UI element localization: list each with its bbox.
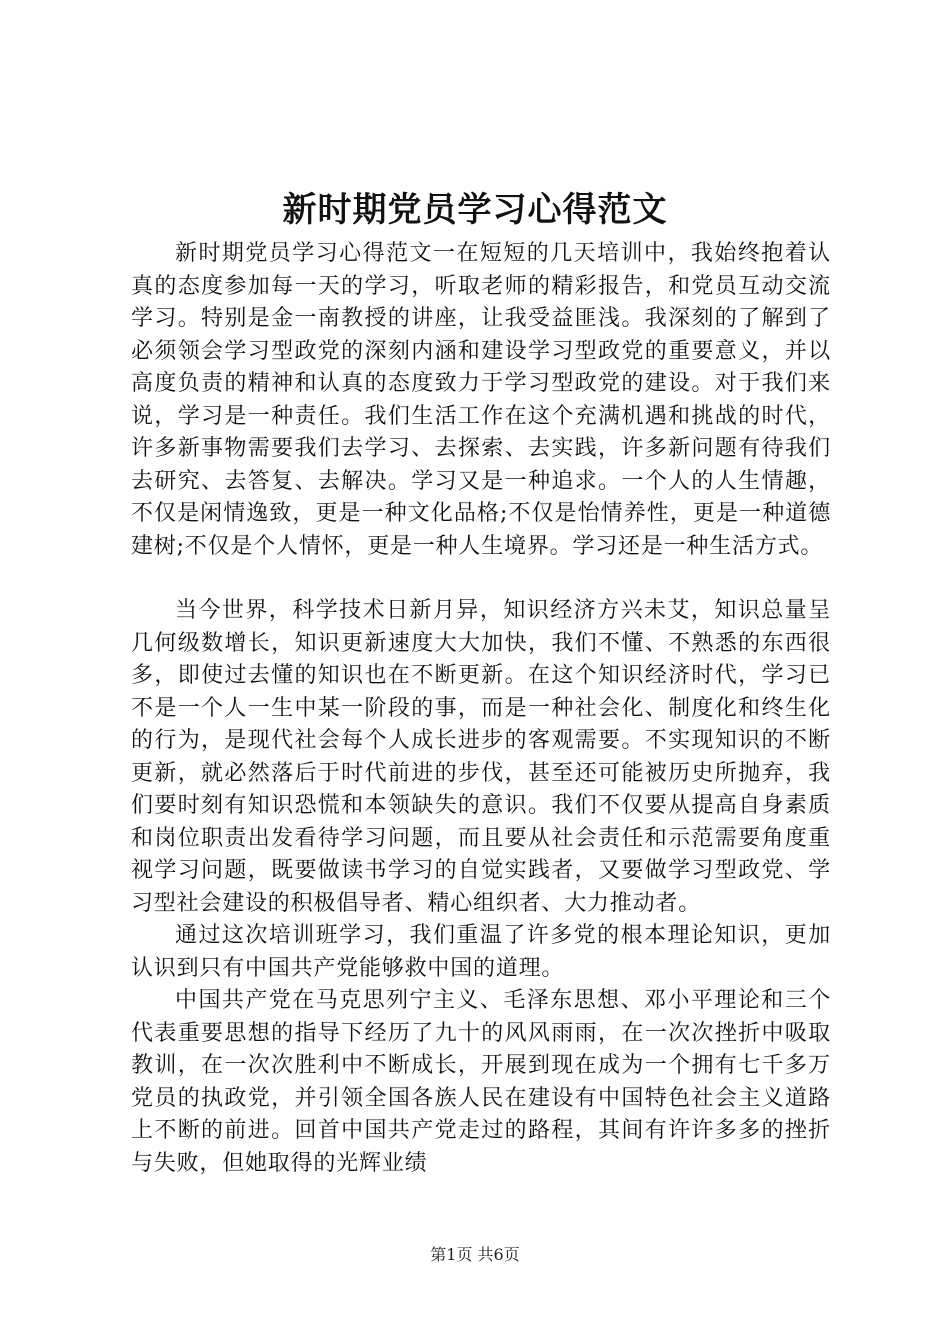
paragraph-1: 新时期党员学习心得范文一在短短的几天培训中，我始终抱着认真的态度参加每一天的学习，听取老师的精彩报告，和党员互动交流学习。特别是金一南教授的讲座，让我受益匪浅。我深刻的了解到了必须领会学习型政党的深刻内涵和建设学习型政党的重要意义，并以高度负责的精神和认真的态度致力于学习型政党的建设。对于我们来说，学习是一种责任。我们生活工作在这个充满机遇和挑战的时代，许多新事物需要我们去学习、去探索、去实践，许多新问题有待我们去研究、去答复、去解决。学习又是一种追求。一个人的人生情趣，不仅是闲情逸致，更是一种文化品格;不仅是怡情养性，更是一种道德建树;不仅是个人情怀，更是一种人生境界。学习还是一种生活方式。 [131,241,831,559]
document-title: 新时期党员学习心得范文 [282,190,668,230]
document-body [131,238,831,1180]
paragraph-spacer [131,563,831,595]
page-number-footer: 第1页 共6页 [430,1245,520,1264]
paragraph-4: 中国共产党在马克思列宁主义、毛泽东思想、邓小平理论和三个代表重要思想的指导下经历了九十的风风雨雨，在一次次挫折中吸取教训，在一次次胜利中不断成长，开展到现在成为一个拥有七千多万党员的执政党，并引领全国各族人民在建设有中国特色社会主义道路上不断的前进。回首中国共产党走过的路程，其间有许许多多的挫折与失败，但她取得的光辉业绩 [131,988,831,1176]
paragraph-2: 当今世界，科学技术日新月异，知识经济方兴未艾，知识总量呈几何级数增长，知识更新速度大大加快，我们不懂、不熟悉的东西很多，即使过去懂的知识也在不断更新。在这个知识经济时代，学习已不是一个人一生中某一阶段的事，而是一种社会化、制度化和终生化的行为，是现代社会每个人成长进步的客观需要。不实现知识的不断更新，就必然落后于时代前进的步伐，甚至还可能被历史所抛弃，我们要时刻有知识恐慌和本领缺失的意识。我们不仅要从提高自身素质和岗位职责出发看待学习问题，而且要从社会责任和示范需要角度重视学习问题，既要做读书学习的自觉实践者，又要做学习型政党、学习型社会建设的积极倡导者、精心组织者、大力推动者。 [131,598,831,916]
paragraph-3: 通过这次培训班学习，我们重温了许多党的根本理论知识，更加认识到只有中国共产党能够救中国的道理。 [131,923,831,981]
